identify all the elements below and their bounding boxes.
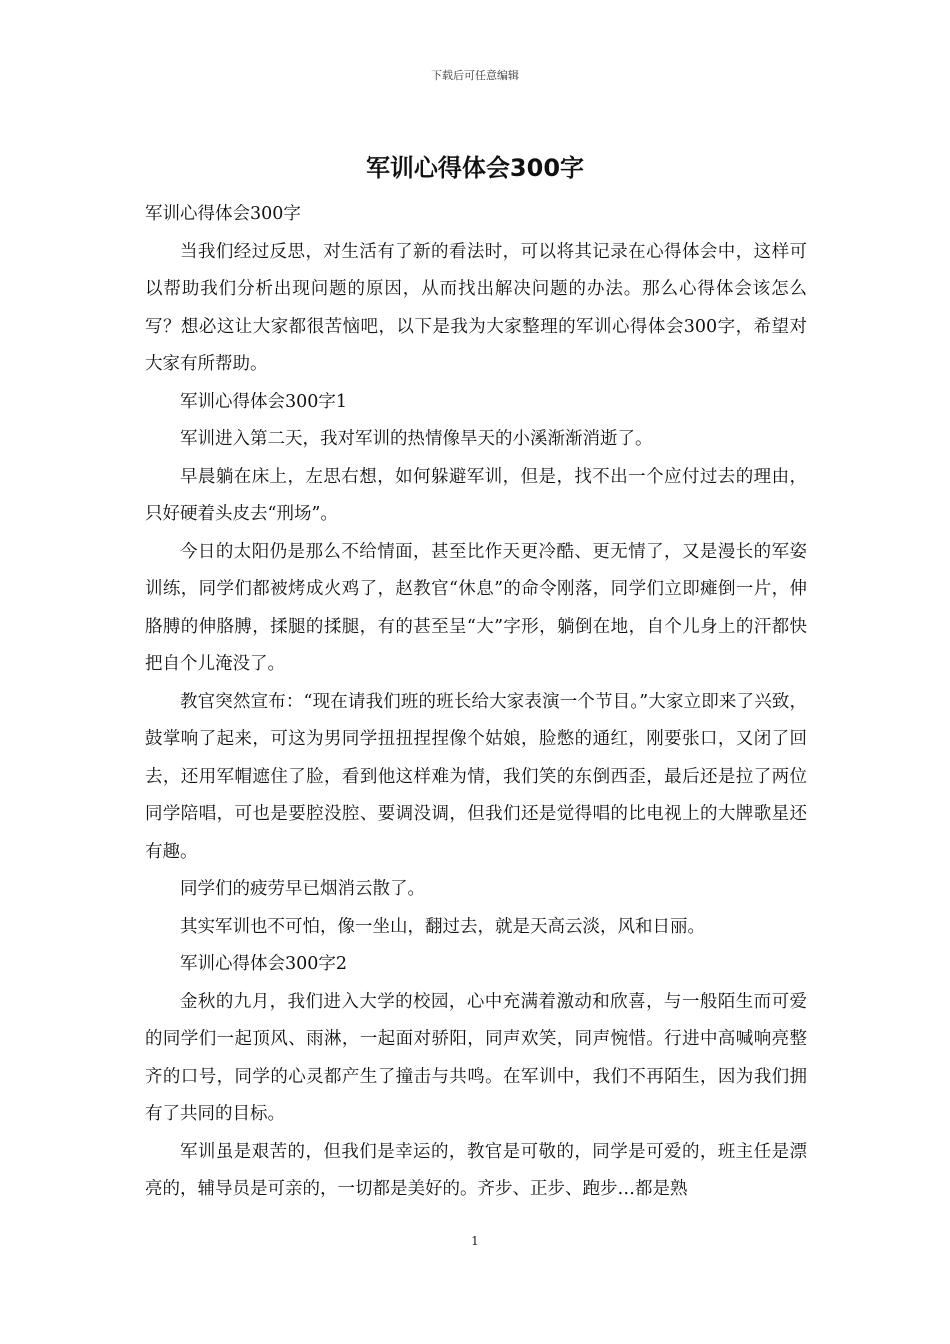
paragraph: 其实军训也不可怕，像一坐山，翻过去，就是天高云淡，风和日丽。 [180,916,705,937]
section-heading: 军训心得体会300字2 [180,954,348,974]
page-header: 下载后可任意编辑 [431,69,519,82]
paragraph: 金秋的九月，我们进入大学的校园，心中充满着激动和欣喜，与一般陌生而可爱的同学们一起顶风、雨淋，一起面对骄阳，同声欢笑，同声惋惜。行进中高喊响亮整齐的口号，同学的心灵都产生了撞击与共鸣。在军训中，我们不再陌生，因为我们拥有了共同的目标。 [145,991,807,1124]
paragraph: 军训心得体会300字 [145,204,301,224]
paragraph: 早晨躺在床上，左思右想，如何躲避军训，但是，找不出一个应付过去的理由，只好硬着头皮去“刑场”。 [145,466,807,524]
paragraph: 今日的太阳仍是那么不给情面，甚至比作天更冷酷、更无情了，又是漫长的军姿训练，同学们都被烤成火鸡了，赵教官“休息”的命令刚落，同学们立即瘫倒一片，伸胳膊的伸胳膊，揉腿的揉腿，有的甚至呈“大”字形，躺倒在地，自个儿身上的汗都快把自个儿淹没了。 [145,541,807,674]
page-number: 1 [471,1234,479,1248]
paragraph: 同学们的疲劳早已烟消云散了。 [180,879,425,899]
paragraph: 当我们经过反思，对生活有了新的看法时，可以将其记录在心得体会中，这样可以帮助我们分析出现问题的原因，从而找出解决问题的办法。那么心得体会该怎么写？想必这让大家都很苦恼吧，以下是我为大家整理的军训心得体会300字，希望对大家有所帮助。 [145,241,807,374]
section-heading: 军训心得体会300字1 [180,391,348,412]
paragraph: 军训虽是艰苦的，但我们是幸运的，教官是可敬的，同学是可爱的，班主任是漂亮的，辅导员是可亲的，一切都是美好的。齐步、正步、跑步…都是熟 [145,1141,807,1199]
document-title: 军训心得体会300字 [365,154,585,182]
paragraph: 军训进入第二天，我对军训的热情像旱天的小溪渐渐消逝了。 [180,429,653,449]
document-body [145,196,807,1209]
paragraph: 教官突然宣布：“现在请我们班的班长给大家表演一个节目。”大家立即来了兴致，鼓掌响了起来，可这为男同学扭扭捏捏像个姑娘，脸憋的通红，刚要张口，又闭了回去，还用军帽遮住了脸，看到他这样难为情，我们笑的东倒西歪，最后还是拉了两位同学陪唱，可也是要腔没腔、要调没调，但我们还是觉得唱的比电视上的大牌歌星还有趣。 [145,691,807,862]
